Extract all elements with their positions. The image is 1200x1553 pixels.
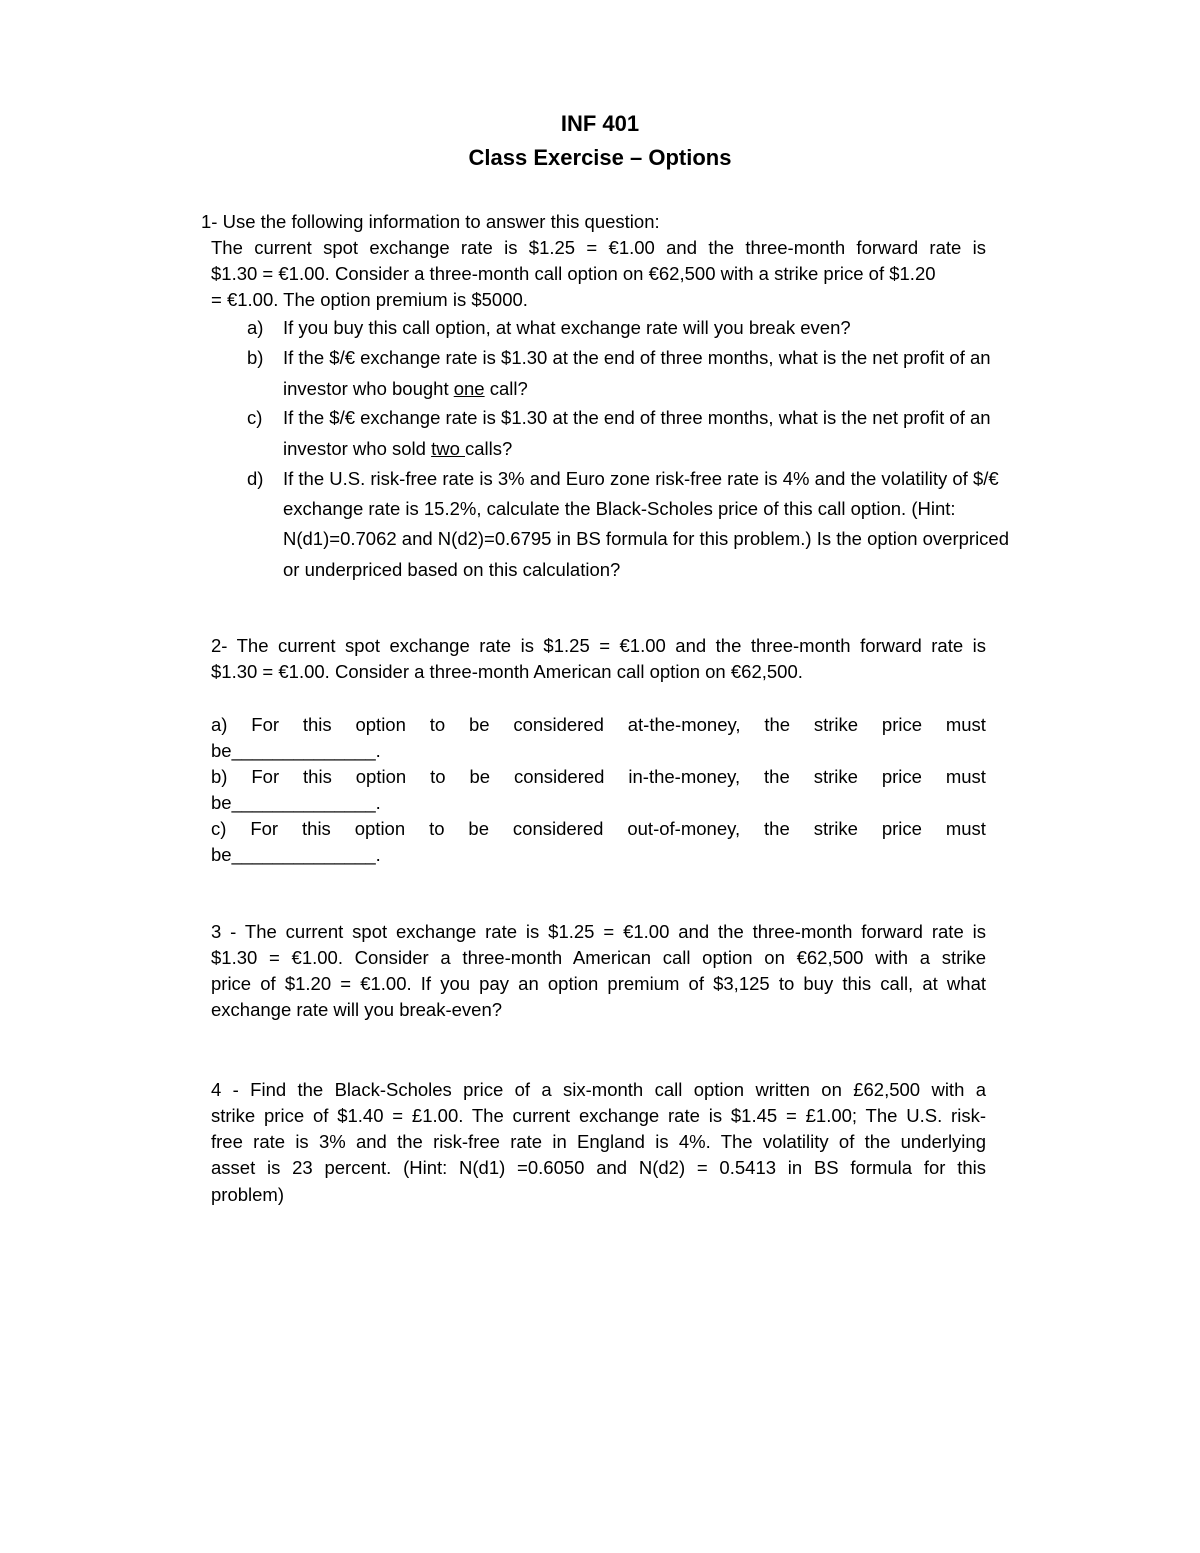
q2-b-word: considered	[513, 766, 605, 787]
q2-b-word: must	[945, 766, 986, 787]
q1-b-line-1: If the $/€ exchange rate is $1.30 at the end of three months, what is the net profit of an	[283, 347, 991, 368]
q2-a-word: must	[945, 714, 986, 735]
q3-line-1: 3 - The current spot exchange rate is $1.25 = €1.00 and the three-month forward rate is	[211, 921, 986, 942]
q1-c-line-2-post: calls?	[465, 438, 513, 459]
q2-c-word: must	[945, 818, 986, 839]
q2-a-word: this	[302, 714, 332, 735]
q2-c-word: For	[250, 818, 279, 839]
q2-b-word: price	[881, 766, 922, 787]
q2-b-word: the	[764, 766, 790, 787]
q4-line-3: free rate is 3% and the risk-free rate in England is 4%. The volatility of the underlying	[211, 1131, 986, 1152]
q2-c-word: strike	[813, 818, 858, 839]
q2-c-word: the	[764, 818, 790, 839]
q2-b-word: to	[430, 766, 446, 787]
q1-b-emphasis: one	[453, 378, 485, 399]
q2-b-word: For	[251, 766, 280, 787]
q1-c-label: c)	[247, 407, 263, 428]
q4-line-4: asset is 23 percent. (Hint: N(d1) =0.6050 and N(d2) = 0.5413 in BS formula for this	[211, 1157, 986, 1178]
q2-a-word: option	[355, 714, 406, 735]
course-code: INF 401	[560, 111, 640, 136]
q1-c-line-1: If the $/€ exchange rate is $1.30 at the end of three months, what is the net profit of an	[283, 407, 991, 428]
q1-d-label: d)	[247, 468, 264, 489]
q4-line-5: problem)	[211, 1184, 284, 1205]
q1-a-label: a)	[247, 317, 264, 338]
q2-c-word: out-of-money,	[627, 818, 741, 839]
q1-intro: 1- Use the following information to answer this question:	[201, 211, 660, 232]
q2-a-word: a)	[211, 714, 228, 735]
q2-b-word: b)	[211, 766, 228, 787]
q2-a-blank: be______________.	[211, 740, 381, 761]
q2-c-word: be	[468, 818, 489, 839]
q2-b-word: in-the-money,	[628, 766, 741, 787]
q2-a-word: For	[251, 714, 280, 735]
q1-d-line-1: If the U.S. risk-free rate is 3% and Euro zone risk-free rate is 4% and the volatility of $/€	[283, 468, 999, 489]
q3-line-4: exchange rate will you break-even?	[211, 999, 503, 1020]
q1-c-line-2	[283, 437, 512, 461]
q2-b-word: option	[355, 766, 407, 787]
q2-c-blank: be______________.	[211, 844, 381, 865]
q1-a-text: If you buy this call option, at what exchange rate will you break even?	[283, 317, 851, 338]
q2-c-word: c)	[211, 818, 227, 839]
q2-c-word: considered	[512, 818, 604, 839]
q2-line-2: $1.30 = €1.00. Consider a three-month American call option on €62,500.	[211, 661, 803, 682]
q2-b-word: this	[303, 766, 332, 787]
q2-a-words	[211, 713, 986, 737]
q2-line-1: 2- The current spot exchange rate is $1.25 = €1.00 and the three-month forward rate is	[211, 635, 986, 656]
q2-c-word: this	[302, 818, 331, 839]
q2-c-word: price	[881, 818, 922, 839]
q1-line-1: The current spot exchange rate is $1.25 = €1.00 and the three-month forward rate is	[211, 237, 986, 258]
q3-line-2: $1.30 = €1.00. Consider a three-month American call option on €62,500 with a strike	[211, 947, 986, 968]
q2-a-word: be	[468, 714, 490, 735]
q1-d-line-3: N(d1)=0.7062 and N(d2)=0.6795 in BS formula for this problem.) Is the option overpriced	[283, 528, 1010, 549]
q2-a-word: considered	[513, 714, 604, 735]
q4-line-1: 4 - Find the Black-Scholes price of a six-month call option written on £62,500 with a	[211, 1079, 986, 1100]
q2-a-word: price	[881, 714, 923, 735]
q2-a-word: strike	[813, 714, 859, 735]
page-title: Class Exercise – Options	[468, 145, 732, 170]
q2-b-word: be	[469, 766, 491, 787]
q2-b-word: strike	[813, 766, 858, 787]
q3-line-3: price of $1.20 = €1.00. If you pay an option premium of $3,125 to buy this call, at what	[211, 973, 986, 994]
q2-c-words	[211, 817, 986, 841]
q4-line-2: strike price of $1.40 = £1.00. The current exchange rate is $1.45 = £1.00; The U.S. risk-	[211, 1105, 986, 1126]
q1-line-2: $1.30 = €1.00. Consider a three-month call option on €62,500 with a strike price of $1.20	[211, 263, 936, 284]
q2-b-blank: be______________.	[211, 792, 381, 813]
q2-a-word: to	[429, 714, 446, 735]
q1-b-label: b)	[247, 347, 264, 368]
q2-b-words	[211, 765, 986, 789]
q1-line-3: = €1.00. The option premium is $5000.	[211, 289, 528, 310]
q2-c-word: to	[429, 818, 445, 839]
q1-c-emphasis: two	[431, 438, 466, 459]
q1-c-line-2-pre: investor who sold	[283, 438, 432, 459]
q1-b-line-2-post: call?	[484, 378, 528, 399]
q1-d-line-2: exchange rate is 15.2%, calculate the Black-Scholes price of this call option. (Hint:	[283, 498, 956, 519]
q2-a-word: the	[764, 714, 791, 735]
q2-c-word: option	[354, 818, 406, 839]
q1-b-line-2-pre: investor who bought	[283, 378, 454, 399]
q2-a-word: at-the-money,	[627, 714, 741, 735]
q1-b-line-2	[283, 377, 528, 401]
q1-d-line-4: or underpriced based on this calculation?	[283, 559, 621, 580]
